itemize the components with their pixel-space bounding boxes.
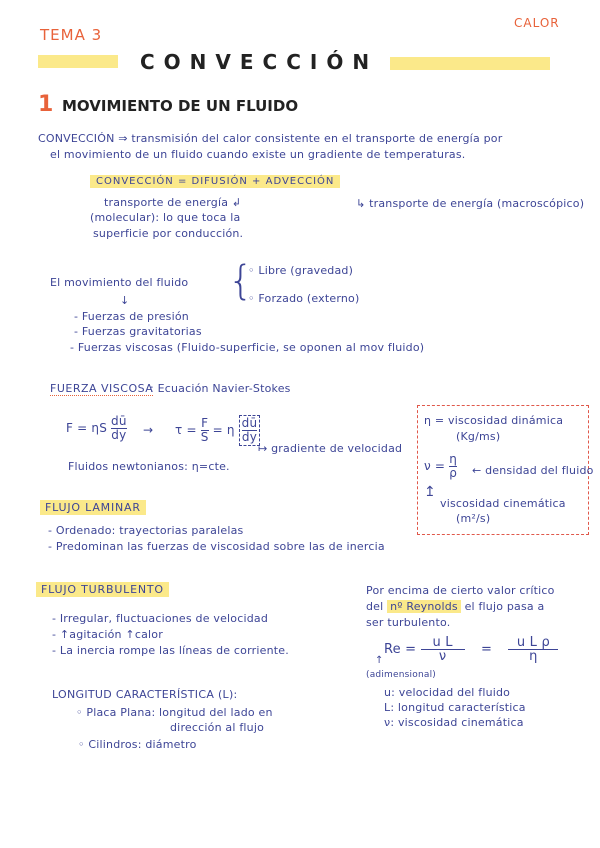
reynolds-line-2 xyxy=(366,600,545,613)
dy-denominator-2: dy xyxy=(241,430,258,444)
eta-numerator: η xyxy=(449,452,458,466)
kinematic-arrow: ↥ xyxy=(424,484,436,500)
reynolds-var-2: L: longitud característica xyxy=(384,701,526,714)
movement-option-free: ◦ Libre (gravedad) xyxy=(248,264,354,277)
reynolds-line-1: Por encima de cierto valor crítico xyxy=(366,584,555,597)
reynolds-line-3: ser turbulento. xyxy=(366,616,451,629)
ul-numerator: u L xyxy=(432,635,453,650)
laminar-title: FLUJO LAMINAR xyxy=(40,500,146,515)
eta-denominator: η xyxy=(508,649,558,663)
force-item-3: - Fuerzas viscosas (Fluido-superficie, se oponen al mov fluido) xyxy=(70,341,425,354)
length-plate-2: dirección al flujo xyxy=(170,721,265,734)
movement-arrow: ↓ xyxy=(120,294,130,307)
title-highlight-right xyxy=(390,57,550,70)
turbulent-item-1: - Irregular, fluctuaciones de velocidad xyxy=(52,612,269,625)
reynolds-arrow: ↑ xyxy=(375,655,384,666)
newtonian-note: Fluidos newtonianos: η=cte. xyxy=(68,460,230,473)
dynamic-viscosity-line: η = viscosidad dinámica xyxy=(424,414,564,427)
reynolds-del: del xyxy=(366,600,384,613)
length-cylinders: ◦ Cilindros: diámetro xyxy=(78,738,197,751)
reynolds-flow-turbulent: el flujo pasa a xyxy=(464,600,545,613)
ulrho-numerator: u L ρ xyxy=(516,635,550,650)
kinematic-viscosity-line: viscosidad cinemática xyxy=(440,497,566,510)
viscous-force-title: FUERZA VISCOSA xyxy=(50,382,154,395)
reynolds-formula xyxy=(384,636,558,663)
force-area-fraction xyxy=(201,417,209,444)
f-numerator: F xyxy=(201,416,209,430)
length-plate-1: ◦ Placa Plana: longitud del lado en xyxy=(76,706,273,719)
movement-label: El movimiento del fluido xyxy=(50,276,189,289)
rho-denominator: ρ xyxy=(449,466,458,480)
force-item-1: - Fuerzas de presión xyxy=(74,310,189,323)
topic-label: CALOR xyxy=(514,16,560,30)
du-numerator-2: dū xyxy=(241,416,258,430)
reynolds-var-3: ν: viscosidad cinemática xyxy=(384,716,524,729)
eta-factor: = η xyxy=(212,423,235,437)
movement-option-forced: ◦ Forzado (externo) xyxy=(248,292,360,305)
laminar-item-2: - Predominan las fuerzas de viscosidad sobre las de inercia xyxy=(48,540,385,553)
definition-line-2: el movimiento de un fluido cuando existe un gradiente de temperaturas. xyxy=(50,148,466,161)
formula-arrow: → xyxy=(143,423,154,437)
velocity-gradient-fraction xyxy=(111,415,127,442)
reynolds-fraction-1 xyxy=(421,636,465,663)
tau-symbol: τ = xyxy=(175,423,197,437)
reynolds-fraction-2 xyxy=(508,636,558,663)
convection-equation: CONVECCIÓN = DIFUSIÓN + ADVECCIÓN xyxy=(90,175,340,188)
turbulent-title: FLUJO TURBULENTO xyxy=(36,582,169,597)
diffusion-note-2: (molecular): lo que toca la xyxy=(90,211,241,224)
dynamic-viscosity-units: (Kg/ms) xyxy=(456,430,501,443)
du-numerator: dū xyxy=(111,414,127,428)
formula-f-left: F = ηS xyxy=(66,421,108,435)
definition-line-1: CONVECCIÓN ⇒ transmisión del calor consistente en el transporte de energía por xyxy=(38,132,503,145)
turbulent-item-2: - ↑agitación ↑calor xyxy=(52,628,163,641)
movement-brace: { xyxy=(228,258,254,304)
force-item-2: - Fuerzas gravitatorias xyxy=(74,325,202,338)
eta-rho-fraction xyxy=(449,453,457,480)
kinematic-units: (m²/s) xyxy=(456,512,491,525)
shear-stress-formula xyxy=(175,415,260,446)
re-symbol: Re = xyxy=(384,642,417,657)
diffusion-note-1: transporte de energía ↲ xyxy=(104,196,242,209)
gradient-note: ↦ gradiente de velocidad xyxy=(258,442,403,455)
nu-symbol: ν = xyxy=(424,459,446,473)
title-highlight-left xyxy=(38,55,118,68)
diffusion-note-3: superficie por conducción. xyxy=(93,227,244,240)
length-title: LONGITUD CARACTERÍSTICA (L): xyxy=(52,688,238,701)
turbulent-item-3: - La inercia rompe las líneas de corriente. xyxy=(52,644,289,657)
navier-stokes-label: : Ecuación Navier-Stokes xyxy=(150,382,291,395)
dy-denominator: dy xyxy=(111,428,127,442)
section-number: 1 xyxy=(38,92,54,117)
laminar-item-1: - Ordenado: trayectorias paralelas xyxy=(48,524,244,537)
nu-denominator: ν xyxy=(421,649,465,663)
s-denominator: S xyxy=(200,430,209,444)
density-note: ← densidad del fluido xyxy=(472,464,594,477)
section-title: MOVIMIENTO DE UN FLUIDO xyxy=(62,97,299,115)
advection-note: ↳ transporte de energía (macroscópico) xyxy=(356,197,585,210)
reynolds-var-1: u: velocidad del fluido xyxy=(384,686,511,699)
reynolds-equals: = xyxy=(480,642,493,657)
page-title: CONVECCIÓN xyxy=(140,50,379,74)
reynolds-number-highlight: nº Reynolds xyxy=(387,600,461,613)
viscous-force-formula xyxy=(66,415,127,442)
tema-label: TEMA 3 xyxy=(40,26,103,44)
dimensionless-note: (adimensional) xyxy=(366,670,436,680)
kinematic-formula xyxy=(424,453,457,480)
